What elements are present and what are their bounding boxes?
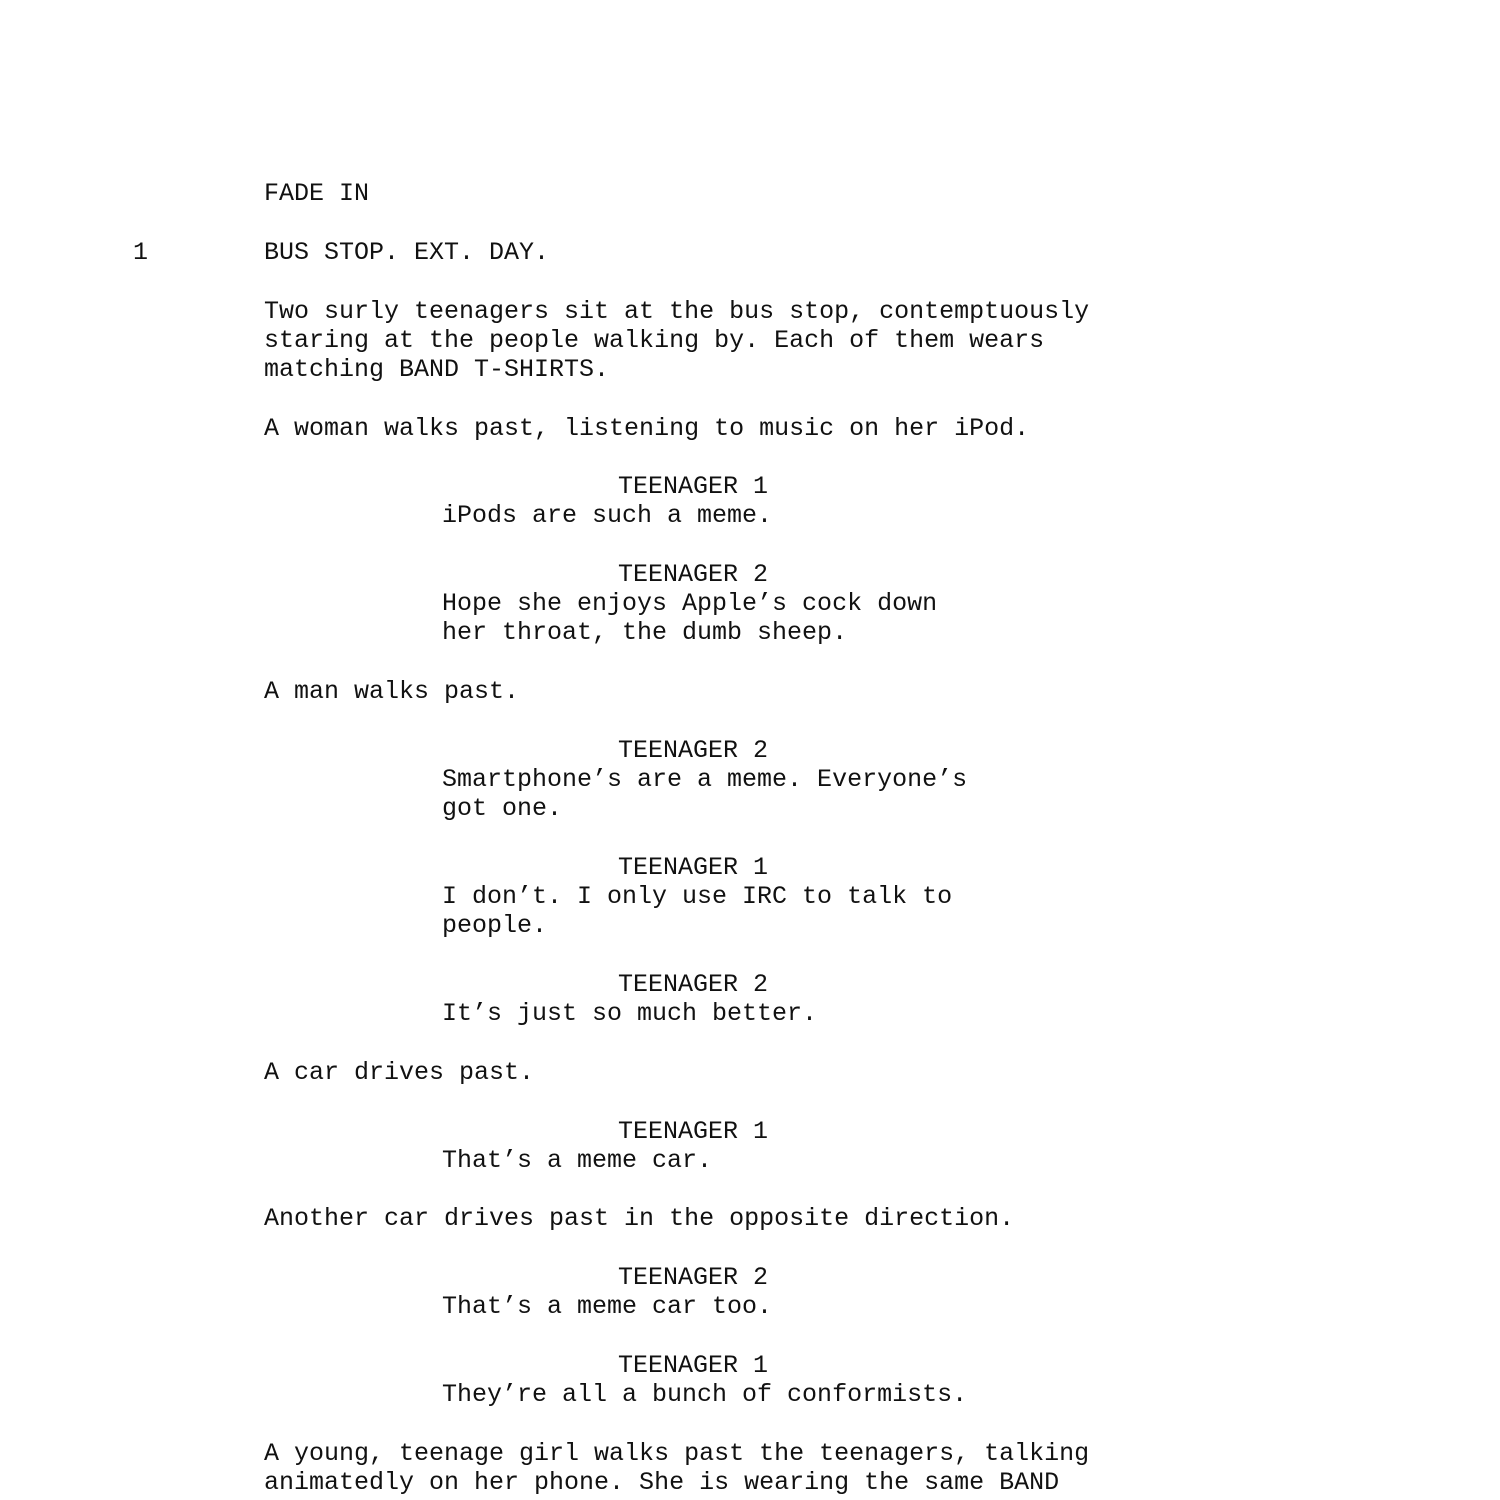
action-line: A woman walks past, listening to music on her iPod. [264, 414, 1030, 443]
dialogue-line: got one. [442, 794, 563, 823]
action-line: A man walks past. [264, 677, 520, 706]
character-name: TEENAGER 2 [618, 1263, 769, 1292]
action-line: Two surly teenagers sit at the bus stop, contemptuously [264, 297, 1090, 326]
dialogue-line: I don’t. I only use IRC to talk to [442, 882, 953, 911]
character-name: TEENAGER 1 [618, 1351, 769, 1380]
dialogue-line: her throat, the dumb sheep. [442, 618, 848, 647]
dialogue-line: That’s a meme car too. [442, 1292, 773, 1321]
dialogue-line: Smartphone’s are a meme. Everyone’s [442, 765, 968, 794]
dialogue-line: people. [442, 911, 548, 940]
action-line: animatedly on her phone. She is wearing the same BAND [264, 1468, 1060, 1497]
dialogue-line: iPods are such a meme. [442, 501, 773, 530]
transition-fade-in: FADE IN [264, 179, 370, 208]
action-line: Another car drives past in the opposite direction. [264, 1204, 1015, 1233]
dialogue-line: Hope she enjoys Apple’s cock down [442, 589, 938, 618]
action-line: staring at the people walking by. Each of them wears [264, 326, 1045, 355]
character-name: TEENAGER 1 [618, 472, 769, 501]
character-name: TEENAGER 2 [618, 970, 769, 999]
scene-number: 1 [133, 238, 149, 267]
character-name: TEENAGER 1 [618, 1117, 769, 1146]
scene-heading: BUS STOP. EXT. DAY. [264, 238, 550, 267]
character-name: TEENAGER 2 [618, 736, 769, 765]
action-line: matching BAND T-SHIRTS. [264, 355, 610, 384]
character-name: TEENAGER 1 [618, 853, 769, 882]
character-name: TEENAGER 2 [618, 560, 769, 589]
dialogue-line: It’s just so much better. [442, 999, 818, 1028]
dialogue-line: They’re all a bunch of conformists. [442, 1380, 968, 1409]
action-line: A young, teenage girl walks past the teenagers, talking [264, 1439, 1090, 1468]
dialogue-line: That’s a meme car. [442, 1146, 713, 1175]
action-line: A car drives past. [264, 1058, 535, 1087]
